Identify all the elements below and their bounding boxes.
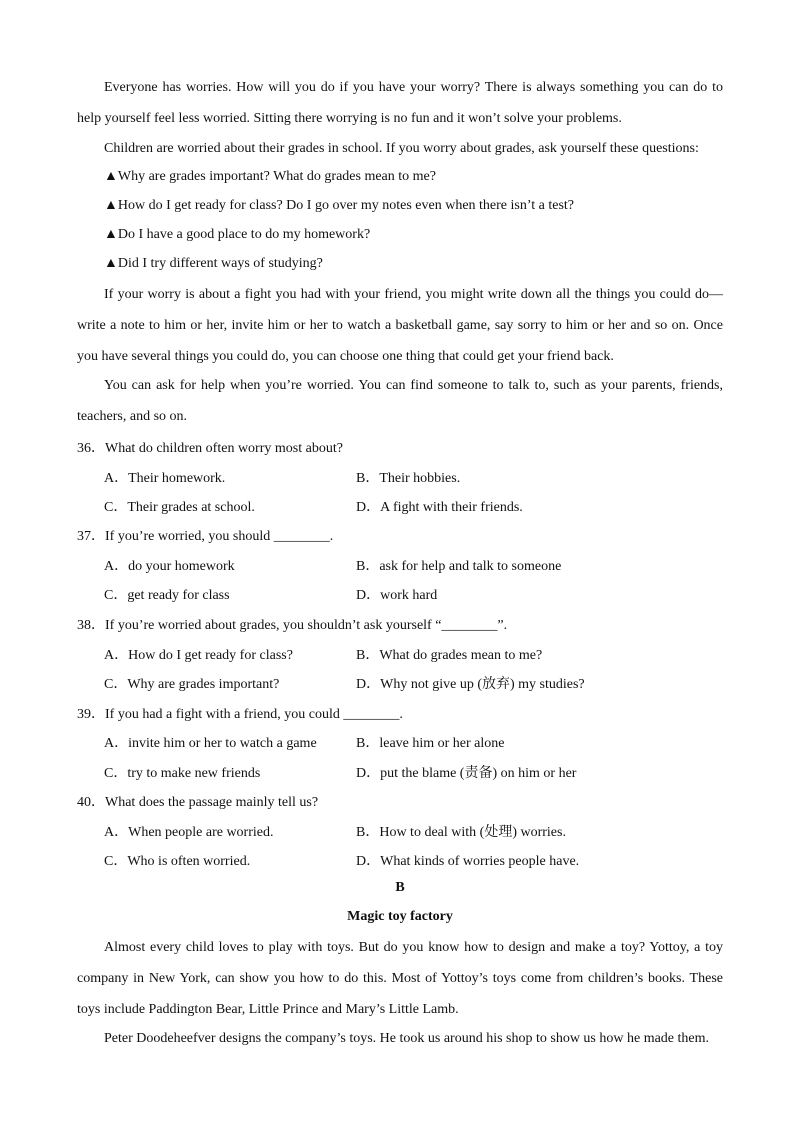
question-36-option-d[interactable]: D．A fight with their friends.: [356, 500, 523, 515]
question-bullet-1: ▲Why are grades important? What do grades mean to me?: [104, 169, 436, 184]
question-36-option-a[interactable]: A．Their homework.: [104, 471, 226, 486]
question-38-option-b[interactable]: B．What do grades mean to me?: [356, 648, 543, 663]
question-38-option-c[interactable]: C．Why are grades important?: [104, 677, 280, 692]
question-39-option-b[interactable]: B．leave him or her alone: [356, 736, 505, 751]
question-bullet-2: ▲How do I get ready for class? Do I go over my notes even when there isn’t a test?: [104, 198, 575, 213]
question-40-option-b[interactable]: B．How to deal with (处理) worries.: [356, 825, 566, 840]
question-36-stem: 36．What do children often worry most about?: [77, 441, 343, 456]
question-37-option-a[interactable]: A．do your homework: [104, 559, 235, 574]
question-36-option-c[interactable]: C．Their grades at school.: [104, 500, 255, 515]
question-38-stem: 38．If you’re worried about grades, you shouldn’t ask yourself “________”.: [77, 618, 508, 633]
passage-a-paragraph-3: If your worry is about a fight you had with your friend, you might write down all the things you could do—write a note to him or her, invite him or her to watch a basketball game, say sorry to him or her and so on. Once you have several things you could do, you can choose one thing that could get your friend back.: [77, 287, 723, 364]
question-39-stem: 39．If you had a fight with a friend, you could ________.: [77, 707, 403, 722]
question-40-option-c[interactable]: C．Who is often worried.: [104, 854, 251, 869]
section-letter: B: [395, 880, 405, 895]
question-38-option-a[interactable]: A．How do I get ready for class?: [104, 648, 293, 663]
question-37-option-c[interactable]: C．get ready for class: [104, 588, 230, 603]
question-36-option-b[interactable]: B．Their hobbies.: [356, 471, 461, 486]
passage-b-paragraph-1: Almost every child loves to play with toys. But do you know how to design and make a toy? Yottoy, a toy company in New York, can show you how to do this. Most of Yottoy’s toys come from children’s books. These toys include Paddington Bear, Little Prince and Mary’s Little Lamb.: [77, 940, 723, 1017]
passage-b-paragraph-2: Peter Doodeheefver designs the company’s toys. He took us around his shop to show us how he made them.: [104, 1031, 710, 1046]
question-39-option-c[interactable]: C．try to make new friends: [104, 766, 261, 781]
question-39-option-a[interactable]: A．invite him or her to watch a game: [104, 736, 317, 751]
question-40-option-d[interactable]: D．What kinds of worries people have.: [356, 854, 580, 869]
question-40-option-a[interactable]: A．When people are worried.: [104, 825, 274, 840]
passage-a-paragraph-1: Everyone has worries. How will you do if you have your worry? There is always something you can do to help yourself feel less worried. Sitting there worrying is no fun and it won’t solve your problems.: [77, 80, 723, 126]
question-40-stem: 40．What does the passage mainly tell us?: [77, 795, 319, 810]
question-37-option-d[interactable]: D．work hard: [356, 588, 438, 603]
passage-a-paragraph-2: Children are worried about their grades in school. If you worry about grades, ask yourself these questions:: [104, 141, 699, 156]
passage-b-title: Magic toy factory: [347, 909, 453, 924]
question-37-stem: 37．If you’re worried, you should ________.: [77, 529, 334, 544]
question-bullet-4: ▲Did I try different ways of studying?: [104, 256, 323, 271]
passage-a-paragraph-4: You can ask for help when you’re worried. You can find someone to talk to, such as your parents, friends, teachers, and so on.: [77, 378, 723, 424]
question-39-option-d[interactable]: D．put the blame (责备) on him or her: [356, 766, 577, 781]
question-37-option-b[interactable]: B．ask for help and talk to someone: [356, 559, 562, 574]
question-38-option-d[interactable]: D．Why not give up (放弃) my studies?: [356, 677, 585, 692]
question-bullet-3: ▲Do I have a good place to do my homework?: [104, 227, 371, 242]
